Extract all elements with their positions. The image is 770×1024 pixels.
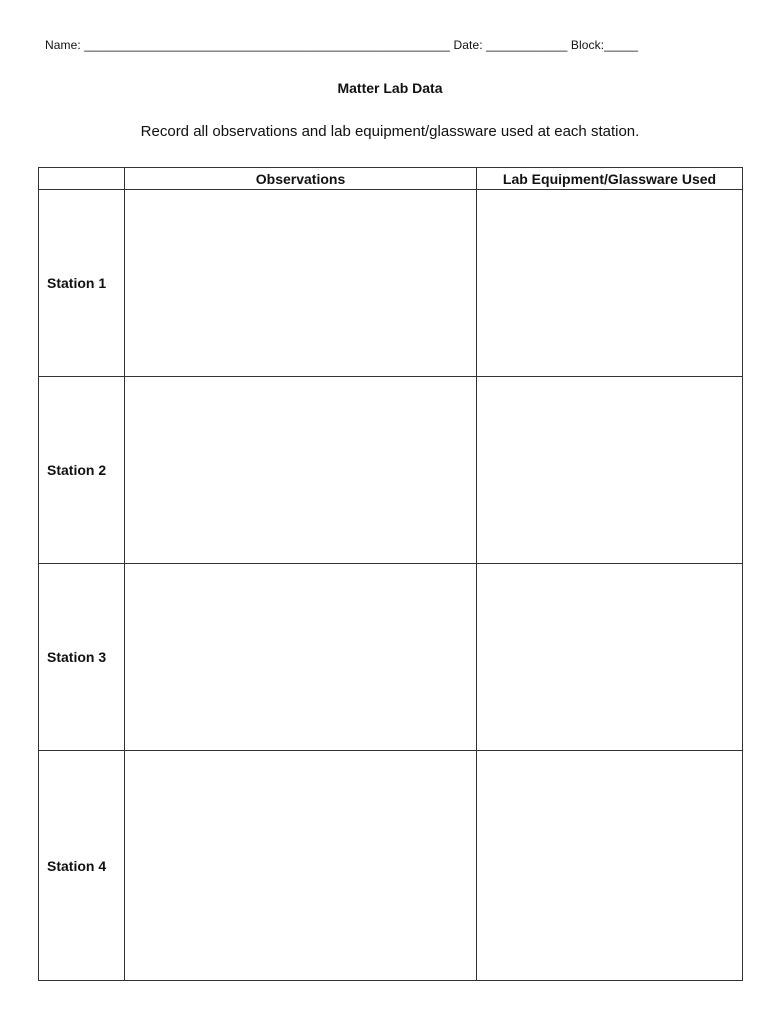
date-label: Date: [453,38,483,52]
station-label: Station 2 [39,377,125,564]
observations-cell[interactable] [125,377,477,564]
station-label: Station 4 [39,751,125,981]
observations-cell[interactable] [125,751,477,981]
equipment-cell[interactable] [477,377,743,564]
equipment-cell[interactable] [477,751,743,981]
name-label: Name: [45,38,81,52]
table-row [39,751,743,981]
header-cell-equipment: Lab Equipment/Glassware Used [477,168,743,190]
equipment-cell[interactable] [477,190,743,377]
table-row [39,377,743,564]
station-label: Station 1 [39,190,125,377]
instructions-text: Record all observations and lab equipment/glassware used at each station. [140,123,640,140]
table-row [39,564,743,751]
observations-cell[interactable] [125,564,477,751]
header-cell-observations: Observations [125,168,477,190]
page-title: Matter Lab Data [337,80,443,96]
name-field-blank[interactable]: ______________________________________________________ [84,38,451,52]
table-header-row [39,168,743,190]
station-label: Station 3 [39,564,125,751]
equipment-cell[interactable] [477,564,743,751]
lab-data-table [38,167,743,981]
table-row [39,190,743,377]
student-info-line [45,38,745,52]
date-field-blank[interactable]: ____________ [486,38,568,52]
block-field-blank[interactable]: _____ [604,38,639,52]
block-label: Block: [570,38,605,52]
observations-cell[interactable] [125,190,477,377]
header-cell-station [39,168,125,190]
